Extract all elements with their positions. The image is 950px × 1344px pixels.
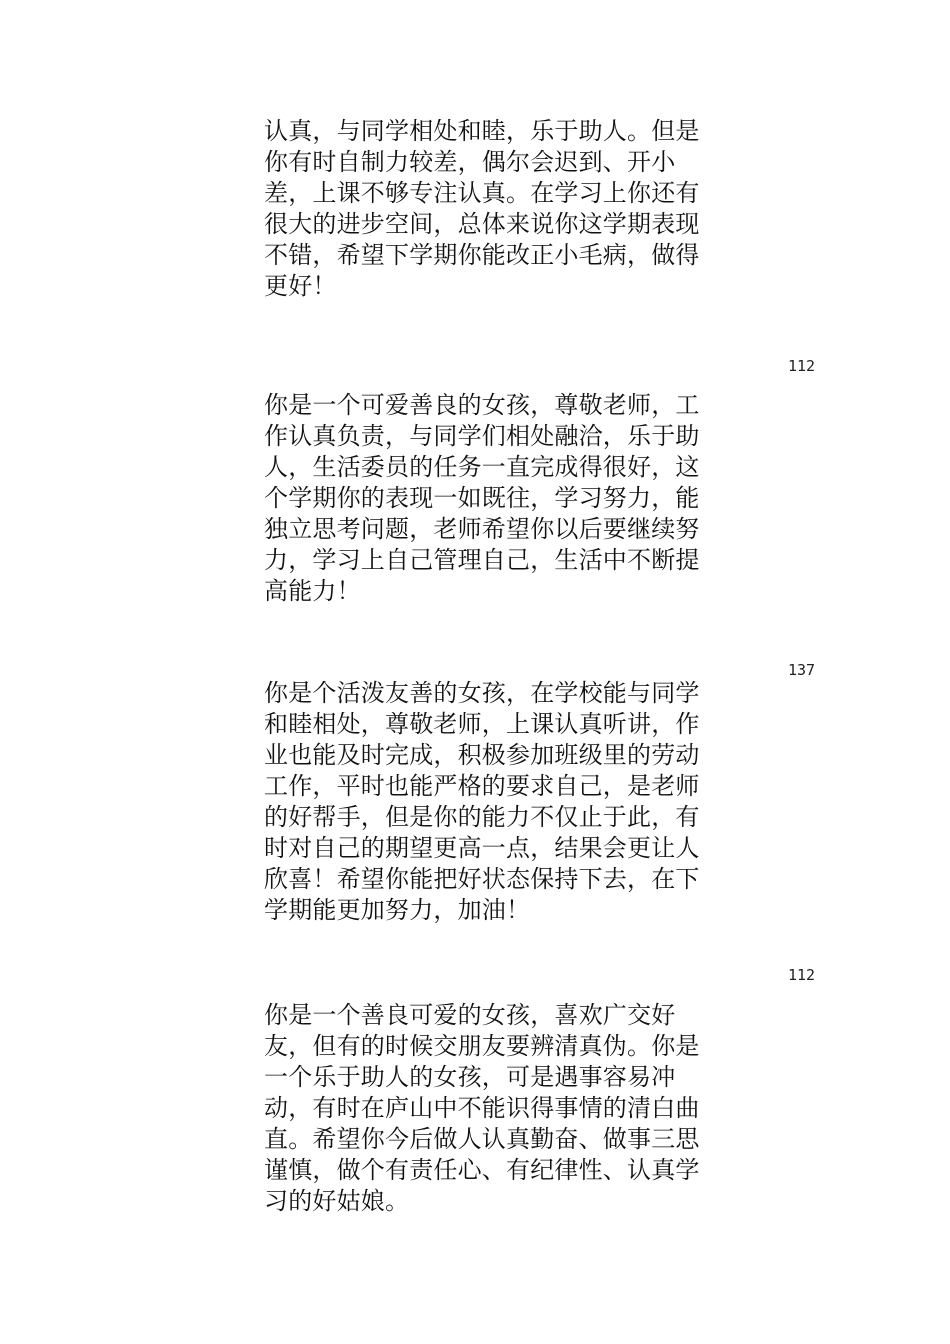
text-line: 和睦相处，尊敬老师，上课认真听讲，作 [264, 710, 700, 738]
text-line: 更好！ [264, 272, 337, 300]
text-line: 习的好姑娘。 [264, 1187, 410, 1215]
text-line: 欣喜！希望你能把好状态保持下去，在下 [264, 865, 700, 893]
text-line: 动，有时在庐山中不能识得事情的清白曲 [264, 1094, 700, 1122]
text-line: 工作，平时也能严格的要求自己，是老师 [264, 772, 700, 800]
text-line: 时对自己的期望更高一点，结果会更让人 [264, 834, 700, 862]
page-number: 112 [788, 966, 816, 984]
text-line: 力，学习上自己管理自己，生活中不断提 [264, 546, 700, 574]
text-line: 业也能及时完成，积极参加班级里的劳动 [264, 741, 700, 769]
text-line: 很大的进步空间，总体来说你这学期表现 [264, 210, 700, 238]
comment-paragraph [264, 1000, 724, 1217]
text-line: 一个乐于助人的女孩，可是遇事容易冲 [264, 1063, 676, 1091]
text-line: 你有时自制力较差，偶尔会迟到、开小 [264, 148, 676, 176]
text-line: 人，生活委员的任务一直完成得很好，这 [264, 453, 700, 481]
text-line: 高能力！ [264, 577, 361, 605]
page-number: 137 [788, 661, 816, 679]
text-line: 你是一个可爱善良的女孩，尊敬老师，工 [264, 391, 700, 419]
text-line: 直。希望你今后做人认真勤奋、做事三思 [264, 1125, 700, 1153]
text-line: 友，但有的时候交朋友要辨清真伪。你是 [264, 1032, 700, 1060]
text-line: 不错，希望下学期你能改正小毛病，做得 [264, 241, 700, 269]
page-number: 112 [788, 357, 816, 375]
text-line: 个学期你的表现一如既往，学习努力，能 [264, 484, 700, 512]
text-line: 学期能更加努力，加油！ [264, 896, 531, 924]
text-line: 独立思考问题，老师希望你以后要继续努 [264, 515, 700, 543]
text-line: 差，上课不够专注认真。在学习上你还有 [264, 179, 700, 207]
text-line: 作认真负责，与同学们相处融洽，乐于助 [264, 422, 700, 450]
text-line: 的好帮手，但是你的能力不仅止于此，有 [264, 803, 700, 831]
text-line: 谨慎，做个有责任心、有纪律性、认真学 [264, 1156, 700, 1184]
text-line: 你是个活泼友善的女孩，在学校能与同学 [264, 679, 700, 707]
comment-paragraph [264, 116, 724, 302]
comment-paragraph [264, 678, 724, 926]
comment-paragraph [264, 390, 724, 607]
text-line: 你是一个善良可爱的女孩，喜欢广交好 [264, 1001, 676, 1029]
text-line: 认真，与同学相处和睦，乐于助人。但是 [264, 117, 700, 145]
